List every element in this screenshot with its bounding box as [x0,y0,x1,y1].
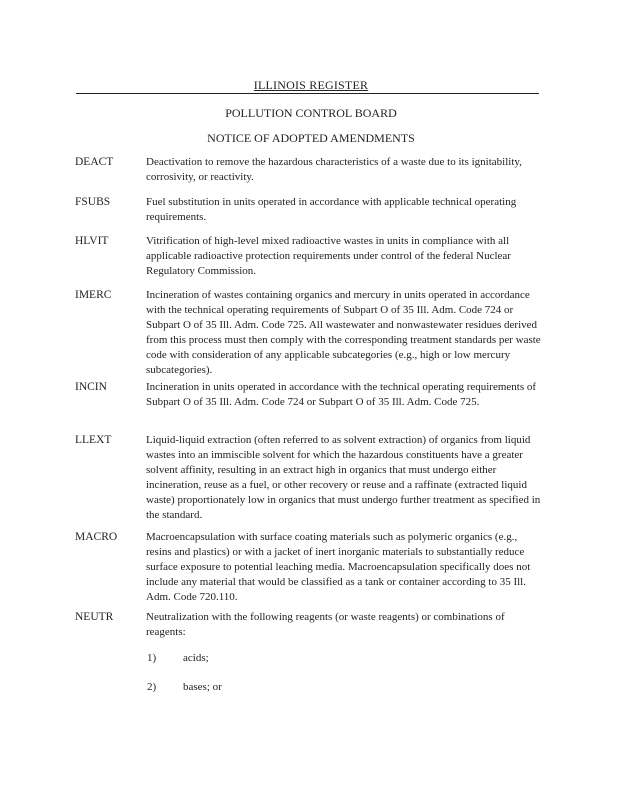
board-name: POLLUTION CONTROL BOARD [225,106,397,120]
definition-code: NEUTR [75,611,114,623]
definition-code: DEACT [75,156,114,168]
definition-text: Liquid-liquid extraction (often referred to as solvent extraction) of organics from liquid wastes into an immiscible solvent for which the hazardous constituents have a greater solvent affinity, resulting in an extract high in organics that must undergo either incineration, reuse as a fuel, or other recovery or reuse and a raffinate (extracted liquid waste) proportionately low in organics that must undergo further treatment as specified in the standard. [146,434,541,521]
definition-text: Incineration of wastes containing organics and mercury in units operated in accordance with the technical operating requirements of Subpart O of 35 Ill. Adm. Code 724 or Subpart O of 35 Ill. Adm. Code 725. All wastewater and nonwastewater residues derived from this process must then comply with the corresponding treatment standards per waste code with consideration of any applicable subcategories (e.g., high or low mercury subcategories). [146,289,541,376]
list-text: bases; or [183,681,222,693]
list-number: 2) [147,681,157,693]
definition-text: Deactivation to remove the hazardous characteristics of a waste due to its ignitability, corrosivity, or reactivity. [146,156,522,183]
definition-text: Incineration in units operated in accordance with the technical operating requirements of Subpart O of 35 Ill. Adm. Code 724 or Subpart O of 35 Ill. Adm. Code 725. [146,381,537,408]
header-rule [76,93,539,94]
list-number: 1) [147,652,157,664]
definition-text: Vitrification of high-level mixed radioactive wastes in units in compliance with all applicable radioactive protection requirements under control of the federal Nuclear Regulatory Commission. [146,235,511,277]
definition-code: FSUBS [75,196,111,208]
definition-code: HLVIT [75,235,109,247]
list-text: acids; [183,652,209,664]
definition-code: INCIN [75,381,107,393]
notice-title: NOTICE OF ADOPTED AMENDMENTS [207,131,415,145]
definition-code: LLEXT [75,434,112,446]
definition-code: IMERC [75,289,112,301]
definition-text: Fuel substitution in units operated in accordance with applicable technical operating requirements. [146,196,517,223]
definition-code: MACRO [75,531,118,543]
register-title: ILLINOIS REGISTER [253,78,369,92]
definition-text: Neutralization with the following reagents (or waste reagents) or combinations of reagents: [146,611,505,638]
definition-text: Macroencapsulation with surface coating materials such as polymeric organics (e.g., resins and plastics) or with a jacket of inert inorganic materials to substantially reduce surface exposure to potential leaching media. Macroencapsulation specifically does not include any material that would be classified as a tank or container according to 35 Ill. Adm. Code 720.110. [146,531,531,603]
